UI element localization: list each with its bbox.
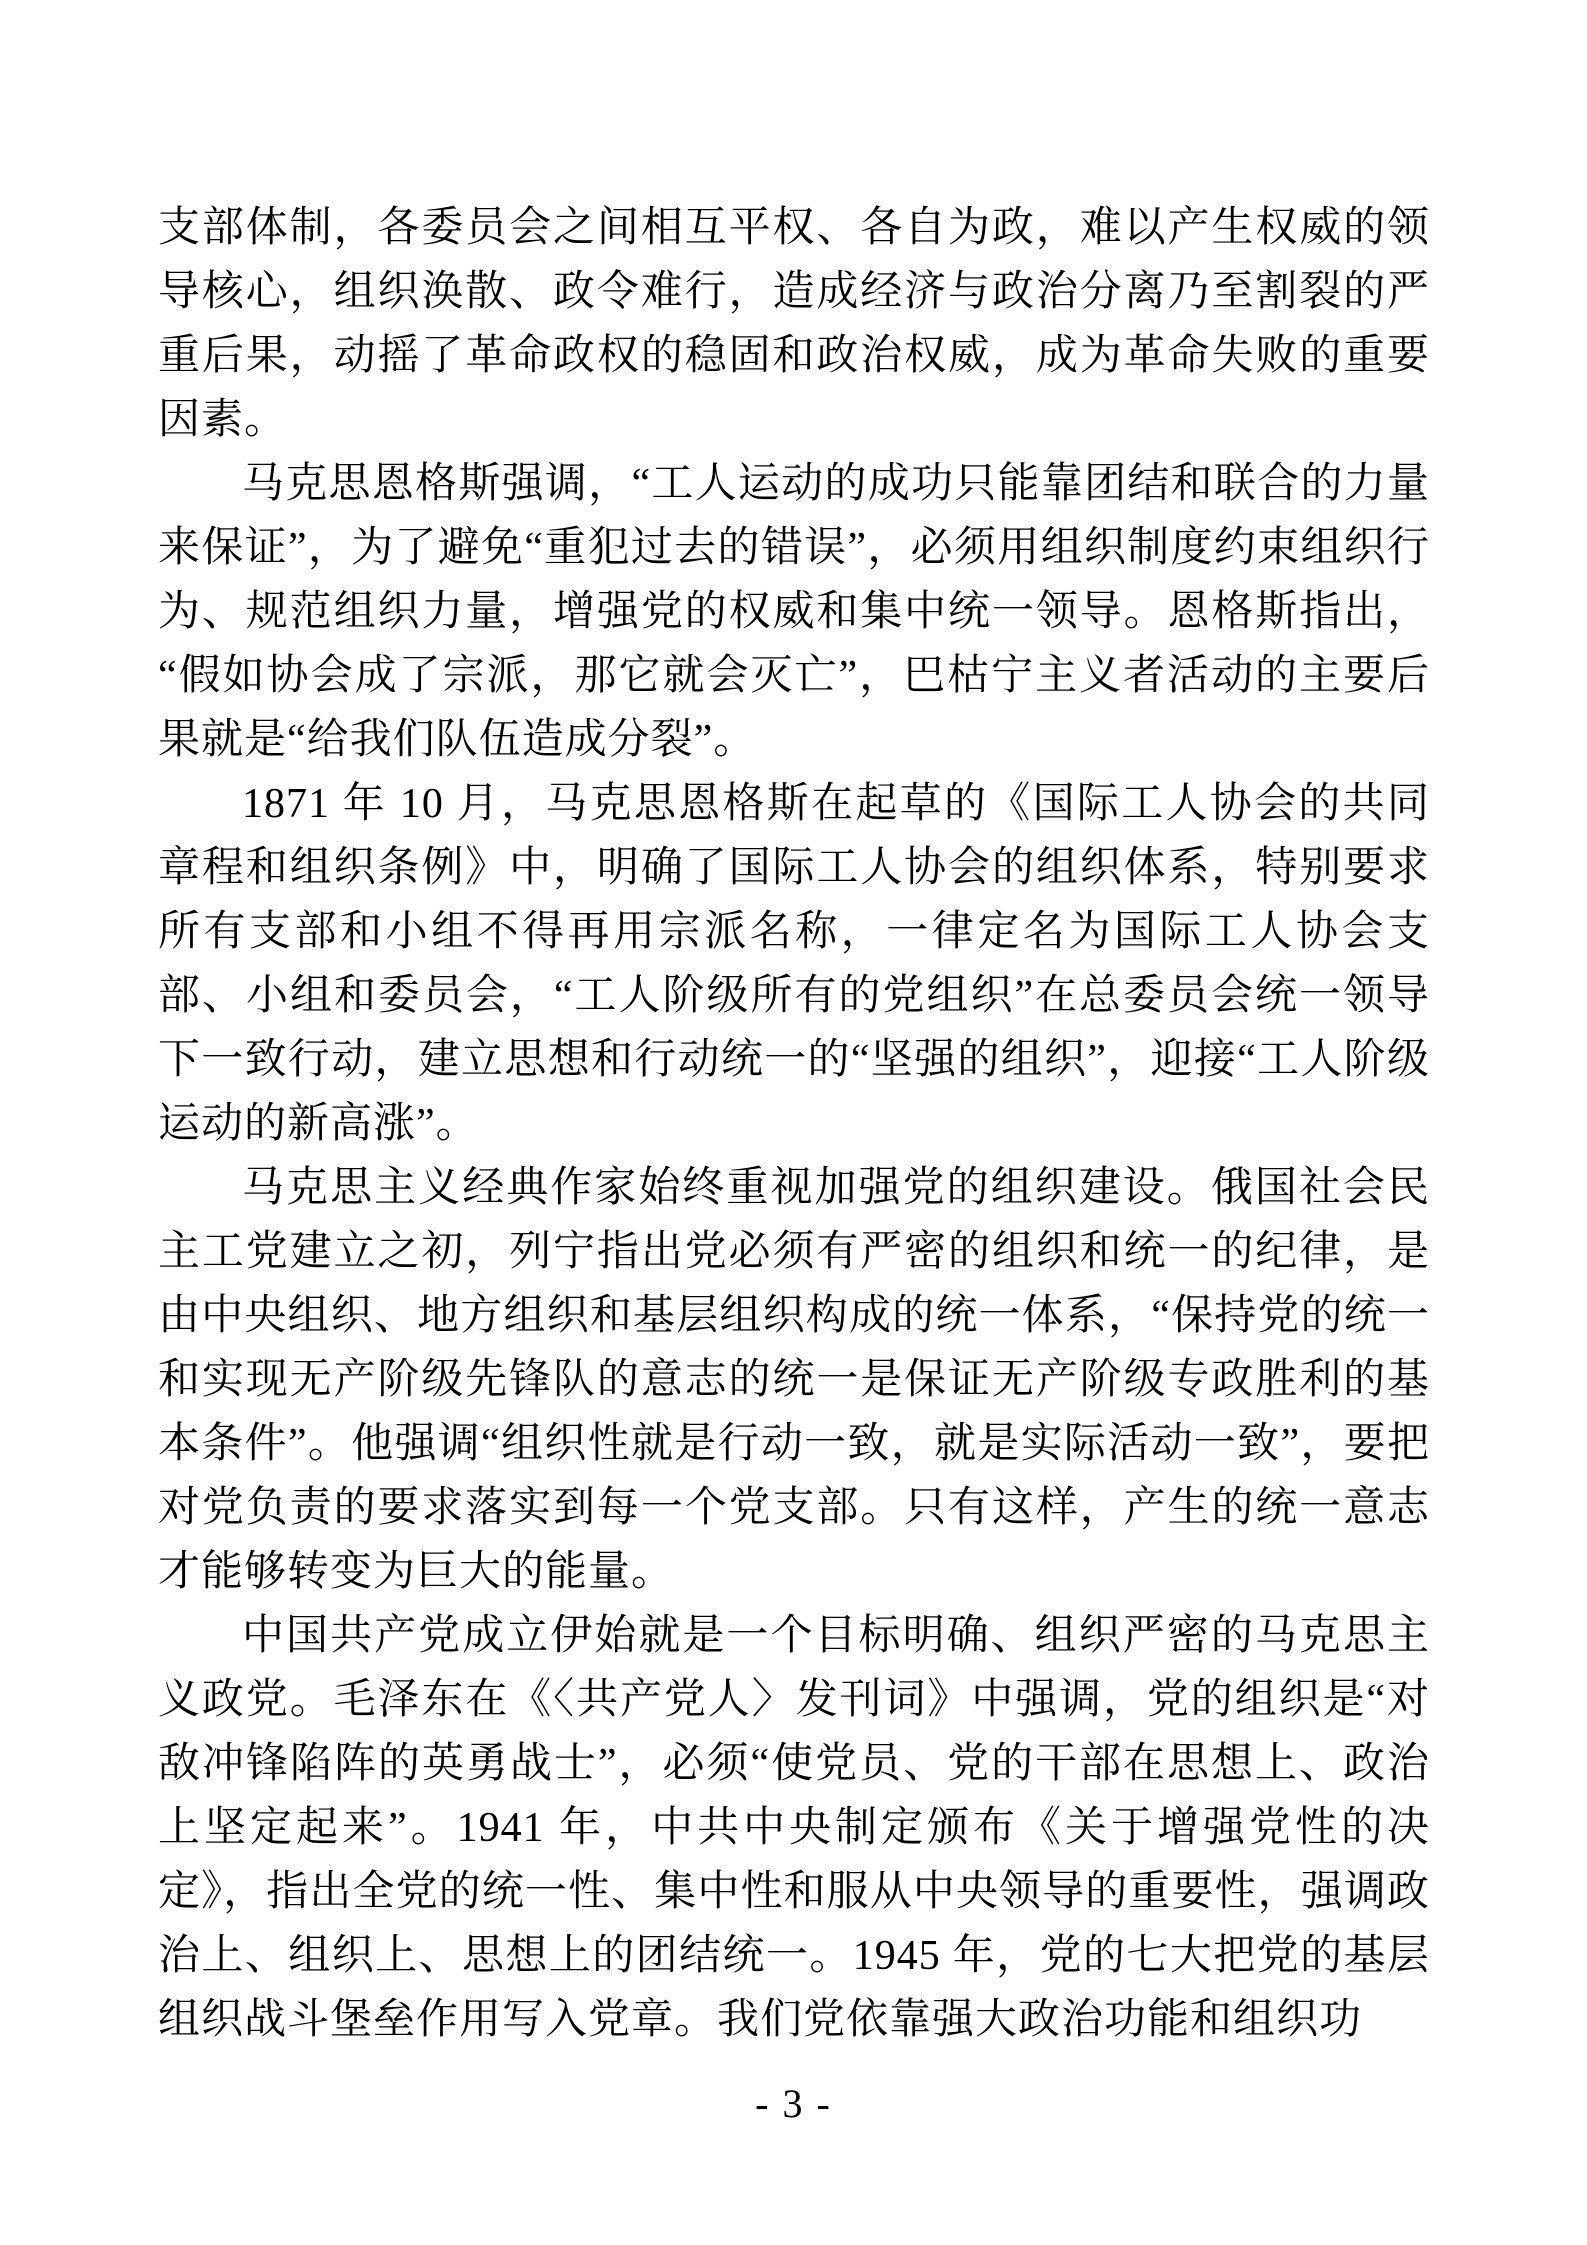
paragraph-lenin-organization: 马克思主义经典作家始终重视加强党的组织建设。俄国社会民主工党建立之初，列宁指出党必须有严密的组织和统一的纪律，是由中央组织、地方组织和基层组织构成的统一体系，“保持党的统一和实现无产阶级先锋队的意志的统一是保证无产阶级专政胜利的基本条件”。他强调“组织性就是行动一致，就是实际活动一致”，要把对党负责的要求落实到每一个党支部。只有这样，产生的统一意志才能够转变为巨大的能量。	[158, 1165, 1430, 1595]
page-number: - 3 -	[755, 2081, 832, 2126]
paragraph-cpc-founding: 中国共产党成立伊始就是一个目标明确、组织严密的马克思主义政党。毛泽东在《〈共产党人〉发刊词》中强调，党的组织是“对敌冲锋陷阵的英勇战士”，必须“使党员、党的干部在思想上、政治上坚定起来”。1941 年，中共中央制定颁布《关于增强党性的决定》，指出全党的统一性、集中性和服从中央领导的重要性，强调政治上、组织上、思想上的团结统一。1945 年，党的七大把党的基层组织战斗堡垒作用写入党章。我们党依靠强大政治功能和组织功	[158, 1613, 1430, 2043]
document-body	[158, 196, 1430, 2052]
paragraph-continuation-branch-system: 支部体制，各委员会之间相互平权、各自为政，难以产生权威的领导核心，组织涣散、政令难行，造成经济与政治分离乃至割裂的严重后果，动摇了革命政权的稳固和政治权威，成为革命失败的重要因素。	[158, 205, 1430, 443]
page-footer	[0, 2080, 1587, 2127]
paragraph-1871-iwa-charter: 1871 年 10 月，马克思恩格斯在起草的《国际工人协会的共同章程和组织条例》中，明确了国际工人协会的组织体系，特别要求所有支部和小组不得再用宗派名称，一律定名为国际工人协会支部、小组和委员会，“工人阶级所有的党组织”在总委员会统一领导下一致行动，建立思想和行动统一的“坚强的组织”，迎接“工人阶级运动的新高涨”。	[158, 781, 1430, 1147]
paragraph-marx-engels-unity: 马克思恩格斯强调，“工人运动的成功只能靠团结和联合的力量来保证”，为了避免“重犯过去的错误”，必须用组织制度约束组织行为、规范组织力量，增强党的权威和集中统一领导。恩格斯指出，“假如协会成了宗派，那它就会灭亡”，巴枯宁主义者活动的主要后果就是“给我们队伍造成分裂”。	[158, 461, 1430, 763]
